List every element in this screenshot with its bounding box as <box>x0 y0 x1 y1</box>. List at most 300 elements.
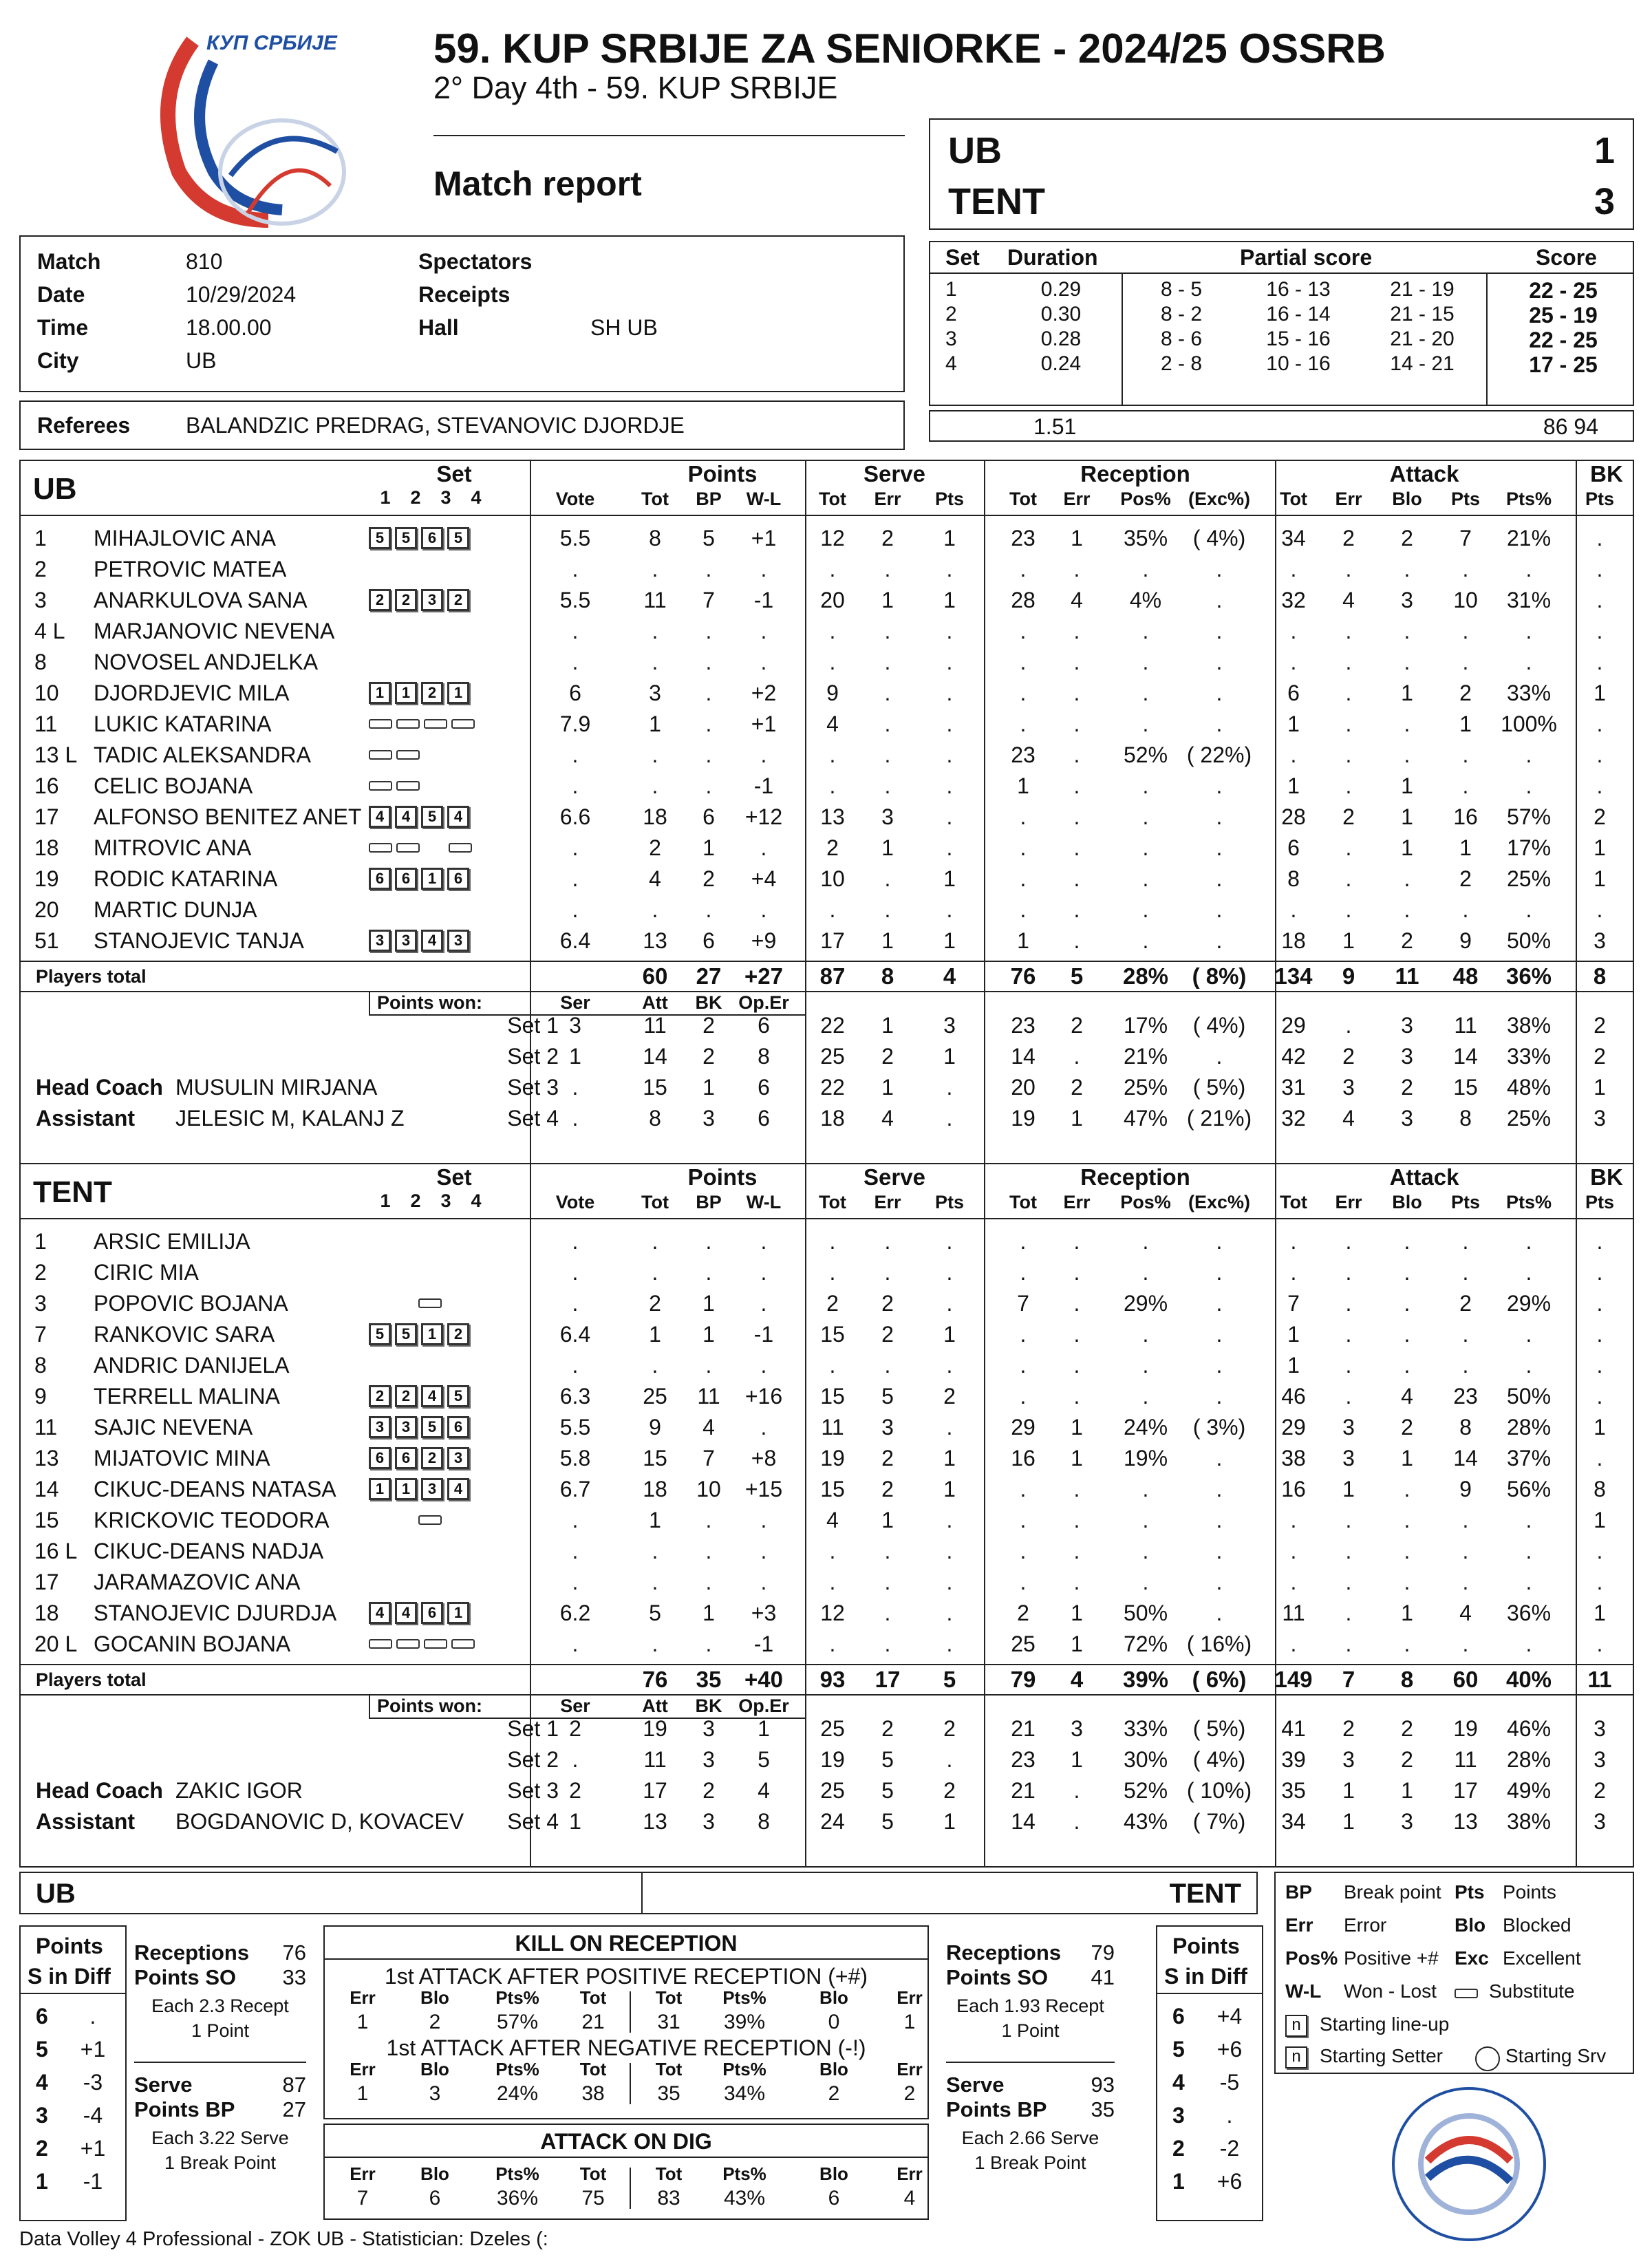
rotation-number: 4 <box>1172 2070 1185 2095</box>
stat-value: 5 <box>649 1601 661 1625</box>
empty-slot <box>418 1268 439 1275</box>
total-value: 60 <box>1452 1667 1479 1692</box>
mini-value: 21 <box>581 2011 605 2033</box>
total-value: 93 <box>819 1667 846 1692</box>
empty-slot <box>369 565 389 572</box>
set-duration: 0.29 <box>1040 278 1082 301</box>
player-number: 11 <box>34 712 58 736</box>
player-number: 18 <box>34 1601 59 1625</box>
stat-value: 1 <box>1594 866 1606 891</box>
kill-on-reception <box>323 1925 929 2119</box>
sets-hdr-score: Score <box>1536 245 1597 270</box>
hdr-reception: Reception <box>1080 461 1190 486</box>
stat-value: 57% <box>1506 804 1552 829</box>
stat-value: 1 <box>1342 928 1355 953</box>
stat-value: . <box>1216 1384 1223 1409</box>
set-stat-value: 21 <box>1011 1778 1036 1803</box>
starting-position: 4 <box>421 1385 443 1407</box>
stat-value: . <box>1290 557 1297 581</box>
player-sets <box>369 1351 468 1379</box>
stat-value: 10 <box>696 1477 721 1501</box>
stat-value: . <box>1404 1539 1410 1563</box>
starting-position: 1 <box>395 1478 417 1500</box>
set-stat-value: . <box>1073 1809 1080 1834</box>
stat-value: . <box>1216 835 1223 860</box>
stat-value: 16 <box>1281 1477 1306 1501</box>
stat-value: . <box>1596 588 1603 612</box>
total-value: 76 <box>1010 963 1036 989</box>
set-stat-value: 30% <box>1123 1747 1168 1772</box>
player-row <box>19 802 1634 833</box>
stat-value: . <box>705 1570 712 1594</box>
stat-value: . <box>1216 712 1223 736</box>
stat-value: . <box>1596 1353 1603 1378</box>
legend-label: Starting Srv <box>1505 2045 1607 2066</box>
empty-slot <box>394 906 414 912</box>
stat-value: . <box>1462 650 1469 674</box>
stat-value: . <box>1345 1539 1352 1563</box>
bottom-team2: TENT <box>1169 1879 1241 1909</box>
hdr-set-num: 4 <box>471 487 482 508</box>
set-score: 17 - 25 <box>1529 352 1598 377</box>
starting-lineup-icon: n <box>1285 2046 1307 2068</box>
stat-value: . <box>829 1260 836 1285</box>
so-label: Points SO <box>134 1965 237 1989</box>
stat-value: 6 <box>569 681 581 705</box>
set-label: Set 3 <box>507 1075 559 1100</box>
stat-value: . <box>1020 1570 1027 1594</box>
set-stat-value: ( 5%) <box>1192 1075 1246 1100</box>
stat-value: 9 <box>1459 1477 1472 1501</box>
stat-value: 8 <box>649 526 661 550</box>
player-row <box>19 895 1634 926</box>
team1-name: UB <box>948 130 1002 171</box>
stat-value: . <box>705 650 712 674</box>
stat-value: . <box>1142 1229 1149 1254</box>
stat-value: . <box>1290 742 1297 767</box>
stat-value: 14 <box>1453 1446 1478 1470</box>
stat-value: 37% <box>1506 1446 1552 1470</box>
stat-value: . <box>705 773 712 798</box>
player-row <box>19 1226 1634 1257</box>
rotation-number: 3 <box>1172 2103 1185 2128</box>
player-row <box>19 1257 1634 1288</box>
starting-position: 1 <box>421 1323 443 1345</box>
stat-value: 28 <box>1011 588 1036 612</box>
player-name: ANDRIC DANIJELA <box>94 1353 290 1378</box>
mini-value: 31 <box>657 2011 680 2033</box>
substitute-icon <box>418 1298 442 1308</box>
match-number: 810 <box>186 249 223 274</box>
empty-slot <box>418 1237 439 1244</box>
starting-position: 3 <box>421 589 443 611</box>
hdr-ser: Ser <box>560 1696 590 1716</box>
attack-on-dig <box>323 2124 929 2220</box>
stat-value: . <box>1345 619 1352 643</box>
stat-value: . <box>572 650 579 674</box>
set-stat-value: 14 <box>1453 1044 1478 1069</box>
set-stat-value: . <box>572 1106 579 1131</box>
stat-value: . <box>1020 1384 1027 1409</box>
player-sets <box>369 1630 479 1658</box>
player-sets <box>369 586 473 614</box>
substitute-icon <box>451 1639 475 1649</box>
set-stat-value: 3 <box>702 1106 715 1131</box>
set-label: Set 4 <box>507 1809 559 1834</box>
set-stat-value: 2 <box>1342 1044 1355 1069</box>
total-value: 11 <box>1395 963 1419 989</box>
stat-value: . <box>884 1229 891 1254</box>
set-stat-value: 2 <box>943 1778 956 1803</box>
assistant-label: Assistant <box>36 1106 136 1131</box>
stat-value: 7 <box>1287 1291 1300 1316</box>
stat-value: . <box>1073 897 1080 922</box>
set-stat-value: 1 <box>1401 1778 1413 1803</box>
total-value: 76 <box>642 1667 668 1692</box>
set-stat-value: ( 5%) <box>1192 1716 1246 1741</box>
stat-value: . <box>705 619 712 643</box>
hdr-pts: Pts <box>934 489 965 509</box>
stat-value: . <box>1073 773 1080 798</box>
set-stat-value: 46% <box>1506 1716 1552 1741</box>
starting-position: 6 <box>421 527 443 549</box>
head-coach-label: Head Coach <box>36 1778 163 1803</box>
set-stat-value: ( 21%) <box>1186 1106 1252 1131</box>
stat-value: . <box>760 1570 767 1594</box>
player-number: 8 <box>34 650 47 674</box>
points-s-in-left <box>19 1925 127 2221</box>
stat-value: 2 <box>702 866 715 891</box>
player-number: 19 <box>34 866 59 891</box>
hdr-set: Set <box>436 1164 472 1190</box>
stat-value: -1 <box>753 588 774 612</box>
stat-value: 1 <box>943 928 956 953</box>
stat-value: . <box>1142 773 1149 798</box>
legend-key: Exc <box>1455 1947 1489 1969</box>
mini-hdr: Pts% <box>722 1987 766 2008</box>
set-stat-value: 3 <box>569 1013 581 1038</box>
empty-slot <box>424 751 444 758</box>
partial-1: 8 - 2 <box>1160 303 1203 325</box>
player-number: 17 <box>34 804 59 829</box>
player-name: CIKUC-DEANS NATASA <box>94 1477 336 1501</box>
stat-value: . <box>1073 557 1080 581</box>
stat-value: . <box>1404 712 1410 736</box>
stat-value: . <box>760 1508 767 1532</box>
set-stat-value: 5 <box>881 1747 894 1772</box>
player-name: STANOJEVIC TANJA <box>94 928 304 953</box>
mini-hdr: Tot <box>655 2163 683 2184</box>
empty-slot <box>394 1516 414 1523</box>
player-sets <box>369 834 476 862</box>
stat-value: 1 <box>1017 773 1029 798</box>
stat-value: . <box>760 1291 767 1316</box>
each-rec: Each 2.3 Recept <box>151 1996 289 2016</box>
rotation-diff: -4 <box>83 2103 103 2128</box>
set-stat-value: 3 <box>1342 1075 1355 1100</box>
player-name: ALFONSO BENITEZ ANET <box>94 804 362 829</box>
stat-value: 11 <box>821 1415 844 1440</box>
stat-value: . <box>1020 1229 1027 1254</box>
set-stat-value: 2 <box>881 1044 894 1069</box>
partial-1: 8 - 5 <box>1160 278 1203 301</box>
stat-value: 11 <box>697 1384 720 1409</box>
legend-label: Starting line-up <box>1320 2013 1450 2035</box>
stat-value: . <box>1020 1477 1027 1501</box>
hdr-err: Err <box>1063 1192 1091 1212</box>
stat-value: 1 <box>1594 1415 1606 1440</box>
divider <box>19 961 1634 962</box>
stat-value: . <box>1462 1539 1469 1563</box>
starting-srv-icon <box>1475 2046 1500 2071</box>
stat-value: . <box>760 742 767 767</box>
stat-value: . <box>1462 557 1469 581</box>
set-stat-value: 19 <box>643 1716 667 1741</box>
stat-value: 6 <box>1287 835 1300 860</box>
stat-value: . <box>1073 619 1080 643</box>
stat-value: . <box>1073 1260 1080 1285</box>
empty-slot <box>394 1237 414 1244</box>
player-number: 51 <box>34 928 59 953</box>
stat-value: 3 <box>1342 1415 1355 1440</box>
team2-name: TENT <box>948 181 1045 222</box>
total-value: 28% <box>1122 963 1169 989</box>
set-stat-value: 2 <box>1071 1013 1083 1038</box>
mini-value: 34% <box>723 2082 766 2105</box>
set-number: 4 <box>945 352 957 375</box>
player-name: TERRELL MALINA <box>94 1384 280 1409</box>
report-title: Match report <box>433 164 642 203</box>
stat-value: . <box>1216 557 1223 581</box>
stat-value: . <box>652 1353 658 1378</box>
kup-srbije-logo <box>110 14 372 241</box>
stat-value: . <box>705 897 712 922</box>
set-stat-value: 18 <box>820 1106 845 1131</box>
stat-value: . <box>1404 897 1410 922</box>
stat-value: . <box>1216 1446 1223 1470</box>
player-row <box>19 1443 1634 1474</box>
player-number: 11 <box>34 1415 58 1440</box>
legend-key: Pos% <box>1285 1947 1338 1969</box>
rotation-diff: -1 <box>83 2169 103 2194</box>
stat-value: 1 <box>1287 773 1300 798</box>
set-stat-value: 21 <box>1011 1716 1036 1741</box>
empty-slot <box>394 658 414 665</box>
player-row <box>19 1629 1634 1660</box>
stat-value: . <box>1073 1353 1080 1378</box>
empty-slot <box>443 1578 464 1585</box>
stat-value: ( 22%) <box>1186 742 1252 767</box>
mini-value: 1 <box>356 2011 369 2033</box>
stat-value: 5.5 <box>559 588 591 612</box>
set-stat-value: 3 <box>943 1013 956 1038</box>
stat-value: . <box>1216 1539 1223 1563</box>
stat-value: . <box>1404 1229 1410 1254</box>
hdr-attack: Attack <box>1389 1164 1459 1190</box>
stat-value: . <box>884 1601 891 1625</box>
stat-value: 1 <box>1401 773 1413 798</box>
player-name: MITROVIC ANA <box>94 835 252 860</box>
set-stat-value: 1 <box>1342 1778 1355 1803</box>
set-label: Set 3 <box>507 1778 559 1803</box>
set-stat-value: 25 <box>820 1778 845 1803</box>
set-stat-value: 48% <box>1506 1075 1552 1100</box>
hdr-att: Att <box>642 992 668 1013</box>
stat-value: 6.3 <box>559 1384 591 1409</box>
empty-slot <box>443 1237 464 1244</box>
set-stat-value: 2 <box>943 1716 956 1741</box>
stat-value: -1 <box>753 1632 774 1656</box>
stat-value: . <box>572 897 579 922</box>
stat-value: 2 <box>1459 1291 1472 1316</box>
mini-hdr: Tot <box>579 1987 607 2008</box>
stat-value: 29 <box>1011 1415 1036 1440</box>
stat-value: 6.6 <box>559 804 591 829</box>
stat-value: . <box>884 742 891 767</box>
stat-value: . <box>705 1353 712 1378</box>
player-sets <box>369 1413 473 1441</box>
empty-slot <box>369 1361 389 1368</box>
stat-value: 29% <box>1506 1291 1552 1316</box>
stat-value: . <box>884 619 891 643</box>
stat-value: . <box>1216 773 1223 798</box>
stat-value: 33% <box>1506 681 1552 705</box>
team-name: TENT <box>33 1175 112 1209</box>
stat-value: . <box>1020 1539 1027 1563</box>
partial-2: 10 - 16 <box>1266 352 1331 375</box>
stat-value: . <box>1345 1632 1352 1656</box>
starting-position: 6 <box>395 868 417 890</box>
stat-value: . <box>1345 712 1352 736</box>
player-name: MIHAJLOVIC ANA <box>94 526 276 550</box>
player-name: POPOVIC BOJANA <box>94 1291 288 1316</box>
referees-names: BALANDZIC PREDRAG, STEVANOVIC DJORDJE <box>186 413 685 438</box>
stat-value: 8 <box>1287 866 1300 891</box>
ps-head-points: Points <box>1172 1934 1240 1958</box>
stat-value: . <box>1345 897 1352 922</box>
player-number: 13 L <box>34 742 78 767</box>
hdr-exc: (Exc%) <box>1188 489 1251 509</box>
starting-position: 3 <box>447 930 469 952</box>
player-sets <box>369 1290 471 1317</box>
stat-value: . <box>1345 1601 1352 1625</box>
total-value: 4 <box>943 963 956 989</box>
stat-value: . <box>1020 650 1027 674</box>
empty-slot <box>446 1516 466 1523</box>
stat-value: . <box>829 619 836 643</box>
player-name: CIKUC-DEANS NADJA <box>94 1539 324 1563</box>
starting-position: 6 <box>421 1602 443 1624</box>
stat-value: . <box>946 773 953 798</box>
set-label: Set 4 <box>507 1106 559 1131</box>
serve-value: 93 <box>1091 2073 1115 2097</box>
hdr-oper: Op.Er <box>738 1696 789 1716</box>
player-row <box>19 616 1634 647</box>
match-date: 10/29/2024 <box>186 282 297 307</box>
one-bp: 1 Break Point <box>974 2152 1086 2173</box>
empty-slot <box>369 1547 389 1554</box>
legend-key: Err <box>1285 1914 1313 1936</box>
stat-value: . <box>1142 1477 1149 1501</box>
hdr-set-num: 1 <box>380 487 391 508</box>
bp-label: Points BP <box>946 2097 1047 2121</box>
hdr-tot: Tot <box>641 1192 669 1212</box>
set-stat-value: 33% <box>1506 1044 1552 1069</box>
stat-value: . <box>946 835 953 860</box>
stat-value: . <box>572 1570 579 1594</box>
stat-value: . <box>760 897 767 922</box>
mini-value: 39% <box>723 2011 766 2033</box>
stat-value: . <box>1142 1570 1149 1594</box>
set-stat-value: 3 <box>702 1809 715 1834</box>
empty-slot <box>369 1268 389 1275</box>
stat-value: . <box>1073 1477 1080 1501</box>
stat-value: . <box>1345 650 1352 674</box>
set-stat-value: 6 <box>758 1075 770 1100</box>
stat-value: 5.8 <box>559 1446 591 1470</box>
stat-value: . <box>884 866 891 891</box>
player-row <box>19 1381 1634 1412</box>
stat-value: . <box>1596 1570 1603 1594</box>
player-number: 3 <box>34 1291 47 1316</box>
stat-value: 4% <box>1129 588 1162 612</box>
total-value: 17 <box>875 1667 901 1692</box>
stat-value: 3 <box>649 681 661 705</box>
stat-value: . <box>946 1570 953 1594</box>
stat-value: . <box>1596 1384 1603 1409</box>
so-value: 33 <box>282 1965 306 1989</box>
set-stat-value: 1 <box>1071 1747 1083 1772</box>
stat-value: . <box>946 804 953 829</box>
stat-value: 18 <box>643 1477 667 1501</box>
stat-value: . <box>760 835 767 860</box>
stat-value: 3 <box>881 1415 894 1440</box>
stat-value: 1 <box>943 1477 956 1501</box>
stat-value: 2 <box>826 835 839 860</box>
set-stat-value: 21% <box>1123 1044 1168 1069</box>
hdr-points: Points <box>687 1164 758 1190</box>
stat-value: 5 <box>881 1384 894 1409</box>
player-number: 14 <box>34 1477 59 1501</box>
partial-3: 21 - 15 <box>1390 303 1455 325</box>
stat-value: 6 <box>702 928 715 953</box>
starting-position: 1 <box>421 868 443 890</box>
stat-value: . <box>1216 866 1223 891</box>
hdr-reception: Reception <box>1080 1164 1190 1190</box>
stat-value: . <box>1142 1539 1149 1563</box>
player-sets <box>369 1228 468 1255</box>
hdr-tot: Tot <box>1009 1192 1037 1212</box>
set-stat-value: 3 <box>1401 1809 1413 1834</box>
stat-value: 1 <box>1459 712 1472 736</box>
stat-value: 2 <box>1401 1415 1413 1440</box>
set-stat-value: 14 <box>1011 1809 1036 1834</box>
stat-value: . <box>705 1508 712 1532</box>
stat-value: 10 <box>820 866 845 891</box>
starting-position: 4 <box>447 1478 469 1500</box>
total-duration: 1.51 <box>1033 414 1077 439</box>
hdr-set-num: 2 <box>410 487 421 508</box>
set-stat-value: 2 <box>702 1013 715 1038</box>
total-value: 8 <box>1593 963 1607 989</box>
stat-value: 2 <box>1401 526 1413 550</box>
empty-slot <box>443 658 464 665</box>
stat-value: . <box>1216 1508 1223 1532</box>
stat-value: . <box>1404 1260 1410 1285</box>
substitute-icon <box>369 719 392 729</box>
set-stat-value: 3 <box>1594 1716 1606 1741</box>
stat-value: 1 <box>1287 1322 1300 1347</box>
